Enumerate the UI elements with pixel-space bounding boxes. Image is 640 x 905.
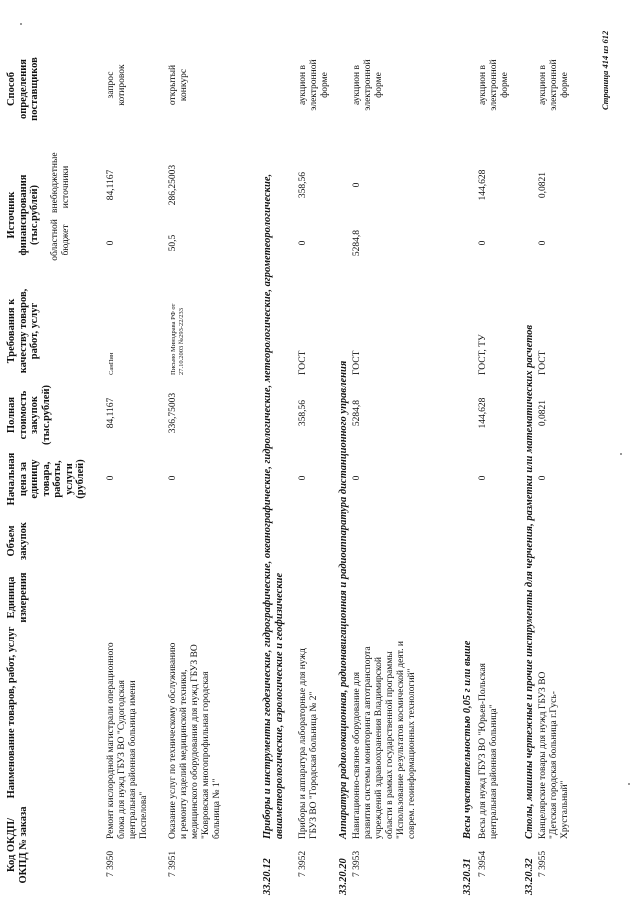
row-total: 0,0821 [538, 399, 548, 427]
row-price: 0 [352, 475, 362, 481]
section-code: 33.20.20 [338, 858, 349, 895]
section-code: 33.20.32 [524, 858, 535, 895]
row-price: 0 [538, 475, 548, 481]
row-regional: 50,5 [168, 234, 178, 252]
header-volume: Объем закупок [6, 522, 29, 560]
row-name: Ремонт кислородной магистрали операционного блока для нужд ГБУЗ ВО "Судогодская центральная районная больница имени Поспелова" [106, 642, 149, 839]
row-total: 84,1167 [106, 397, 116, 429]
row-price: 0 [106, 475, 116, 481]
row-requirements: СанПин [108, 352, 115, 375]
row-code: 7 3951 [168, 850, 178, 877]
row-price: 0 [168, 475, 178, 481]
row-price: 0 [478, 475, 488, 481]
row-regional: 0 [478, 240, 488, 246]
row-method: запрос котировок [106, 64, 127, 106]
row-total: 336,75003 [168, 392, 178, 434]
header-code: Код ОКДП/ ОКПД № заказа [6, 806, 29, 884]
row-extrabudget: 0,0821 [538, 171, 548, 199]
row-code: 7 3953 [352, 850, 362, 877]
section-title: Весы чувствительностью 0,05 г или выше [462, 640, 473, 839]
page-number: Страница 414 из 612 [600, 30, 610, 110]
section-title: Аппаратура радиолокационная, радионавигационная и радиоаппаратура дистанционного управления [338, 360, 349, 839]
section-title: Столы, машины чертежные и прочие инструменты для черчения, разметки или математических расчетов [524, 324, 535, 839]
row-requirements: ГОСТ, ТУ [478, 334, 488, 375]
row-regional: 5284,8 [352, 229, 362, 257]
row-extrabudget: 144,628 [478, 169, 488, 201]
header-funding: Источник финансирования (тыс.рублей) [6, 174, 40, 256]
row-code: 7 3950 [106, 850, 116, 877]
row-extrabudget: 286,25003 [168, 164, 178, 206]
header-extrabudget: внебюджетные источники [50, 152, 71, 213]
row-method: аукцион в электронной форме [352, 59, 384, 111]
scan-speck [620, 453, 622, 455]
header-name: Наименование товаров, работ, услуг [6, 626, 17, 799]
row-total: 144,628 [478, 397, 488, 429]
row-method: аукцион в электронной форме [478, 59, 510, 111]
row-regional: 0 [106, 240, 116, 246]
header-regional: областной бюджет [50, 219, 71, 261]
row-name: Весы для нужд ГБУЗ ВО "Юрьев-Польская центральная районная больница" [478, 663, 499, 839]
row-name: Навигационно-связное оборудование для развития системы мониторинга автотранспорта учреждений здравоохранения Владимирской области в рамках государственной программы "Использование результатов космической деят. и соврем. геоинформационных технологий" [352, 641, 417, 839]
row-extrabudget: 358,56 [298, 171, 308, 199]
header-price: Начальная цена за единицу товара, работы, услуги (рублей) [6, 452, 86, 506]
section-title: Приборы и инструменты геодезические, гидрографические, океанографические, гидрологические, метеорологические, агрометеорологические, авиаметеорологические, аэрологические и геофизические [262, 173, 285, 839]
row-requirements: ГОСТ [352, 350, 362, 375]
row-code: 7 3955 [538, 850, 548, 877]
header-total: Полная стоимость закупок (тыс.рублей) [6, 384, 52, 446]
row-requirements: ГОСТ [298, 350, 308, 375]
section-code: 33.20.12 [262, 858, 273, 895]
row-total: 358,56 [298, 399, 308, 427]
row-total: 5284,8 [352, 399, 362, 427]
header-unit: Единица измерения [6, 572, 29, 623]
row-method: аукцион в электронной форме [298, 59, 330, 111]
row-code: 7 3952 [298, 850, 308, 877]
row-name: Канцелярские товары для нужд ГБУЗ ВО "Детская городская больница г.Гусь-Хрустальный" [538, 671, 570, 839]
row-method: открытый конкурс [168, 64, 189, 106]
section-code: 33.20.31 [462, 858, 473, 895]
row-price: 0 [298, 475, 308, 481]
row-name: Оказание услуг по техническому обслуживанию и ремонту изделий медицинской техники, медицинского оборудования для нужд ГБУЗ ВО "Ковровская многопрофильная городская больница № 1" [168, 642, 222, 839]
row-extrabudget: 84,1167 [106, 169, 116, 201]
header-method: Способ определения поставщиков [6, 57, 40, 121]
row-requirements: Письмо Минздрава РФ от 27.10.2003 №293-22/233 [170, 303, 185, 375]
row-regional: 0 [538, 240, 548, 246]
scan-speck [20, 23, 22, 25]
scan-speck [628, 783, 630, 785]
row-extrabudget: 0 [352, 182, 362, 188]
row-method: аукцион в электронной форме [538, 59, 570, 111]
row-code: 7 3954 [478, 850, 488, 877]
row-regional: 0 [298, 240, 308, 246]
row-requirements: ГОСТ [538, 350, 548, 375]
header-requirements: Требования к качеству товаров, работ, услуг [6, 288, 40, 374]
row-name: Приборы и аппаратура лабораторные для нужд ГБУЗ ВО "Городская больница № 2" [298, 648, 319, 839]
